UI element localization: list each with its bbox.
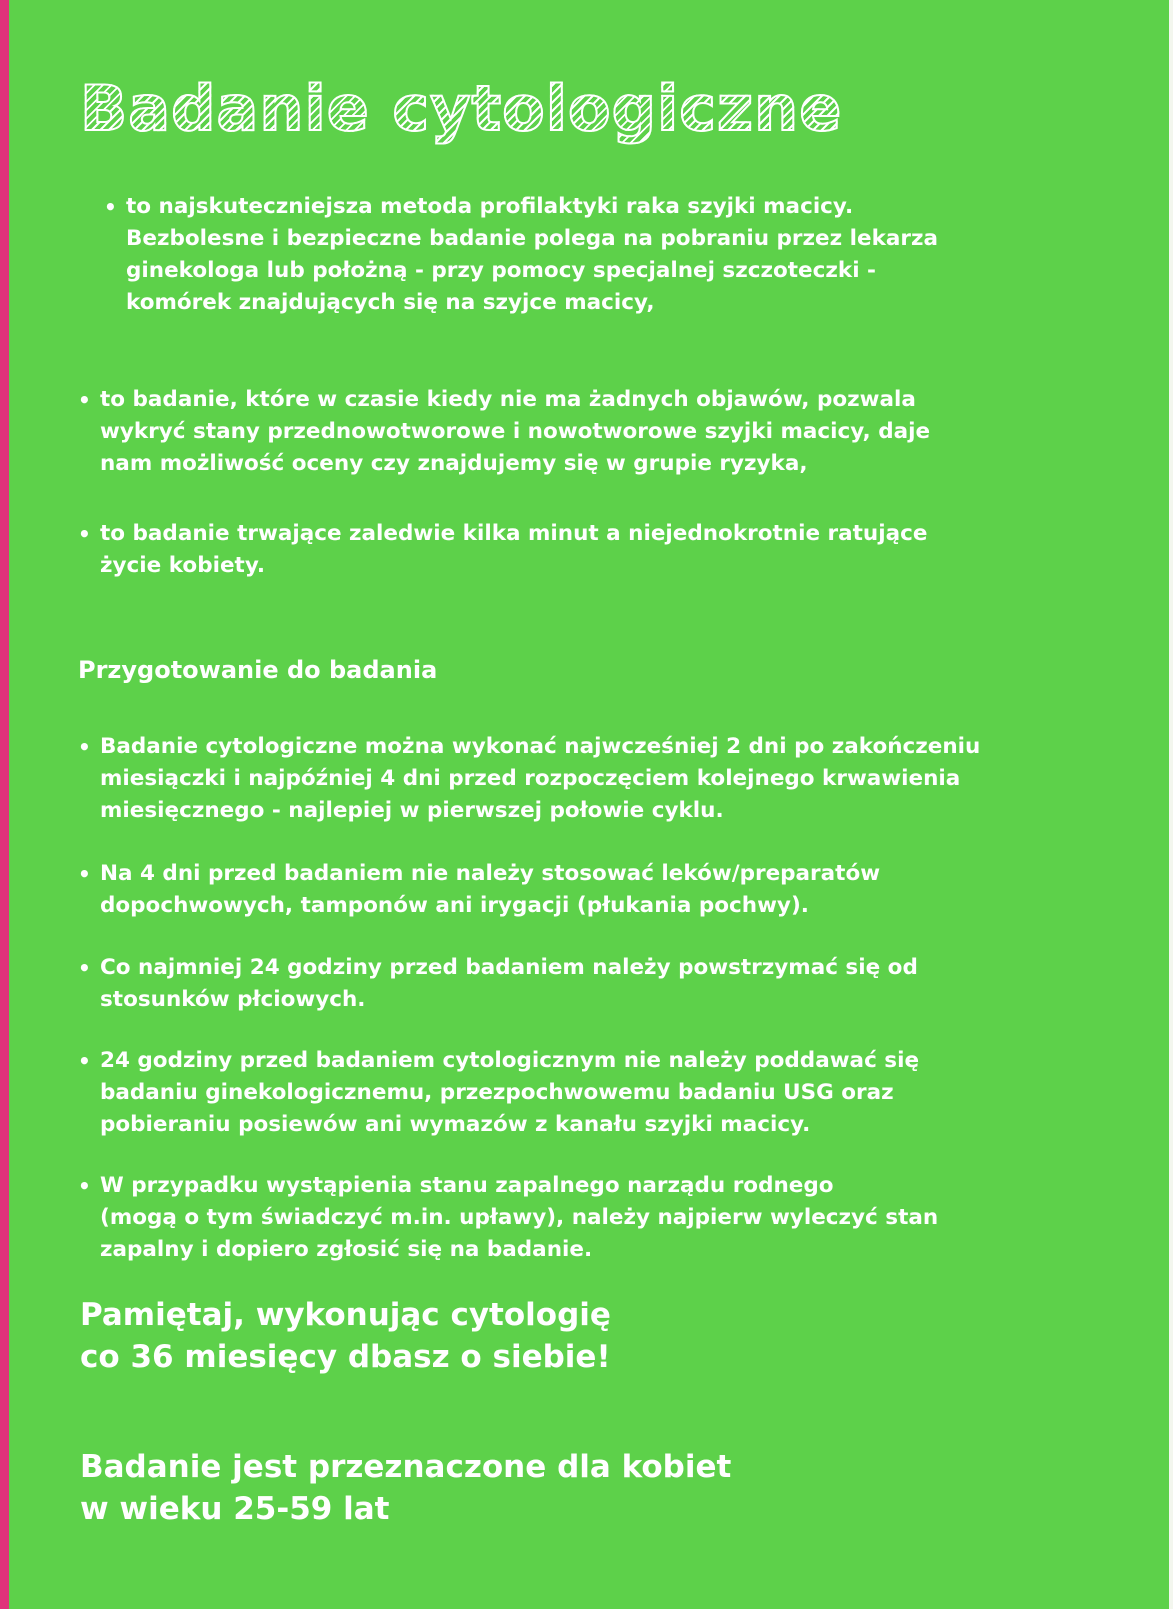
page-title: Badanie cytologiczne xyxy=(80,72,843,145)
eligibility-text: Badanie jest przeznaczone dla kobiet w wieku 25-59 lat xyxy=(80,1449,732,1527)
preparation-bullet-text: W przypadku wystąpienia stanu zapalnego narządu rodnego (mogą o tym świadczyć m.in. upławy), należy najpierw wyleczyć stan zapalny i dopiero zgłosić się na badanie. xyxy=(100,1173,939,1262)
preparation-heading: Przygotowanie do badania xyxy=(78,656,438,684)
bullet-icon: • xyxy=(78,1049,91,1073)
bullet-icon: • xyxy=(78,735,91,759)
bullet-icon: • xyxy=(78,862,91,886)
intro-bullet-text: to najskuteczniejsza metoda profilaktyki raka szyjki macicy. Bezbolesne i bezpieczne badanie polega na pobraniu przez lekarza ginekologa lub położną - przy pomocy specjalnej szczoteczki - komórek znajdujących się na szyjce macicy, xyxy=(126,194,939,315)
left-edge-strip xyxy=(0,0,9,1609)
reminder-text: Pamiętaj, wykonując cytologię co 36 miesięcy dbasz o siebie! xyxy=(80,1297,611,1375)
preparation-bullet-text: Na 4 dni przed badaniem nie należy stosować leków/preparatów dopochwowych, tamponów ani irygacji (płukania pochwy). xyxy=(100,861,881,918)
preparation-bullet-5 xyxy=(78,1170,1110,1266)
intro-bullet-3 xyxy=(78,518,1110,582)
bullet-icon: • xyxy=(78,1174,91,1198)
preparation-bullet-1 xyxy=(78,731,1110,827)
preparation-bullet-text: Badanie cytologiczne można wykonać najwcześniej 2 dni po zakończeniu miesiączki i najpóźniej 4 dni przed rozpoczęciem kolejnego krwawienia miesięcznego - najlepiej w pierwszej połowie cyklu. xyxy=(100,734,981,823)
preparation-bullet-4 xyxy=(78,1045,1110,1141)
bullet-icon: • xyxy=(104,195,117,219)
preparation-bullet-2 xyxy=(78,858,1110,922)
intro-bullet-text: to badanie trwające zaledwie kilka minut a niejednokrotnie ratujące życie kobiety. xyxy=(100,521,928,578)
preparation-bullet-text: 24 godziny przed badaniem cytologicznym nie należy poddawać się badaniu ginekologicznemu, przezpochwowemu badaniu USG oraz pobieraniu posiewów ani wymazów z kanału szyjki macicy. xyxy=(100,1048,920,1137)
intro-bullet-text: to badanie, które w czasie kiedy nie ma żadnych objawów, pozwala wykryć stany przednowotworowe i nowotworowe szyjki macicy, daje nam możliwość oceny czy znajdujemy się w grupie ryzyka, xyxy=(100,387,931,476)
intro-bullet-2 xyxy=(78,384,1110,480)
intro-bullet-1 xyxy=(104,191,1136,319)
preparation-bullet-text: Co najmniej 24 godziny przed badaniem należy powstrzymać się od stosunków płciowych. xyxy=(100,955,918,1012)
bullet-icon: • xyxy=(78,956,91,980)
bullet-icon: • xyxy=(78,522,91,546)
right-edge-strip xyxy=(1169,0,1173,1609)
preparation-bullet-3 xyxy=(78,952,1110,1016)
bullet-icon: • xyxy=(78,388,91,412)
